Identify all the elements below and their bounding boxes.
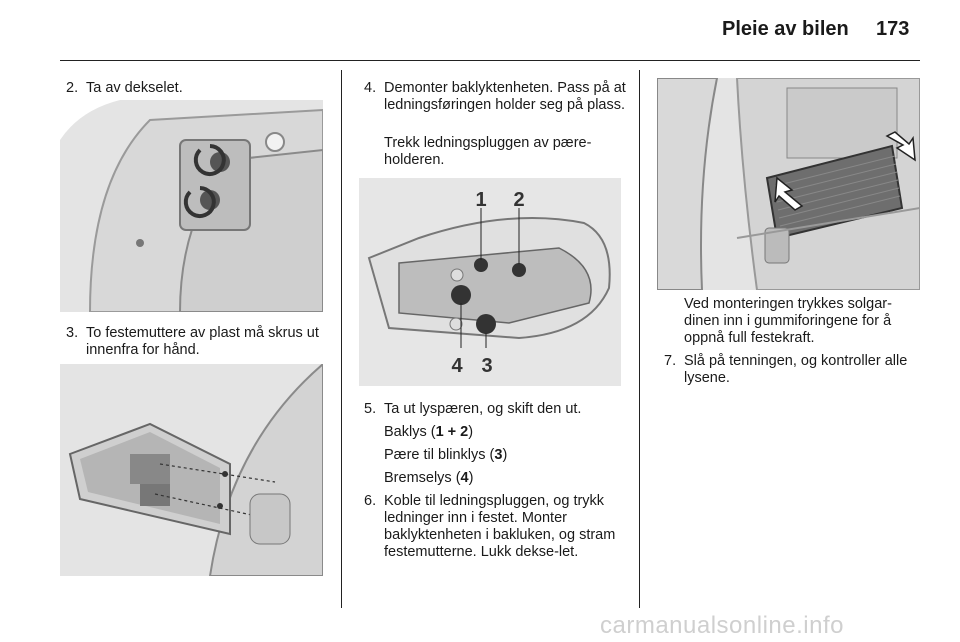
bulb-item-ref: 4: [460, 470, 469, 486]
step-text: Koble til ledningspluggen, og trykk ledninger inn i festet. Monter baklyktenheten i bakluken, og stram festemutterne. Lukk dekse-let.: [384, 493, 616, 560]
bulb-item-ref: 1 + 2: [435, 424, 469, 440]
step-number: 3.: [66, 325, 79, 341]
step-7: [664, 353, 920, 387]
bulb-socket-2: [512, 263, 526, 277]
bulb-item-prefix: Bremselys (: [384, 470, 461, 486]
step-text: Slå på tenningen, og kontroller alle lysene.: [684, 353, 908, 386]
step-number: 5.: [364, 401, 377, 417]
bulb-socket-4: [451, 285, 471, 305]
step-6: [364, 493, 629, 561]
illustration-cover-removal: [60, 100, 323, 312]
sunshade-svg: [657, 78, 920, 290]
column-divider-2: [639, 70, 640, 608]
step-number: 4.: [364, 80, 377, 96]
tail-lamp-svg: [359, 178, 621, 386]
step-text: Ta ut lyspæren, og skift den ut.: [384, 401, 582, 417]
bulb-item-brake: [384, 470, 624, 487]
callout-label-1: 1: [475, 189, 487, 211]
step-4-note: Trekk ledningspluggen av pære-holderen.: [384, 135, 592, 168]
step-number: 6.: [364, 493, 377, 509]
watermark: carmanualsonline.info: [600, 612, 844, 639]
step-text: Demonter baklyktenheten. Pass på at ledningsføringen holder seg på plass.: [384, 80, 626, 113]
bulb-item-indicator: [384, 447, 624, 464]
bulb-item-ref: 3: [494, 447, 503, 463]
step-4: [364, 80, 626, 114]
step-number: 7.: [664, 353, 677, 369]
bulb-item-suffix: ): [502, 447, 508, 463]
bulb-socket-3: [476, 314, 496, 334]
step-text: Ta av dekselet.: [86, 80, 183, 96]
step-5: [364, 401, 626, 418]
step-number: 2.: [66, 80, 79, 96]
step-2: [66, 80, 328, 97]
page-number: 173: [876, 18, 910, 40]
illustration-sunshade: [657, 78, 920, 290]
bulb-item-tail: [384, 424, 624, 441]
column-divider-1: [341, 70, 342, 608]
sunshade-note: Ved monteringen trykkes solgar-dinen inn i gummiforingene for å oppnå full festekraft.: [684, 296, 892, 346]
callout-label-3: 3: [481, 355, 493, 377]
bulb-item-prefix: Baklys (: [384, 424, 436, 440]
step-3: [66, 325, 328, 359]
callout-label-2: 2: [513, 189, 525, 211]
bulb-item-suffix: ): [468, 470, 474, 486]
illustration-nut-removal: [60, 364, 323, 576]
illustration-tail-lamp: [359, 178, 621, 386]
cover-illustration-svg: [60, 100, 323, 312]
callout-label-4: 4: [451, 355, 463, 377]
nut-illustration-svg: [60, 364, 323, 576]
step-text: To festemuttere av plast må skrus ut innenfra for hånd.: [86, 325, 319, 358]
page-header-title: Pleie av bilen: [722, 18, 849, 40]
bulb-item-suffix: ): [468, 424, 474, 440]
bulb-item-prefix: Pære til blinklys (: [384, 447, 495, 463]
header-rule: [60, 60, 920, 61]
bulb-socket-1: [474, 258, 488, 272]
